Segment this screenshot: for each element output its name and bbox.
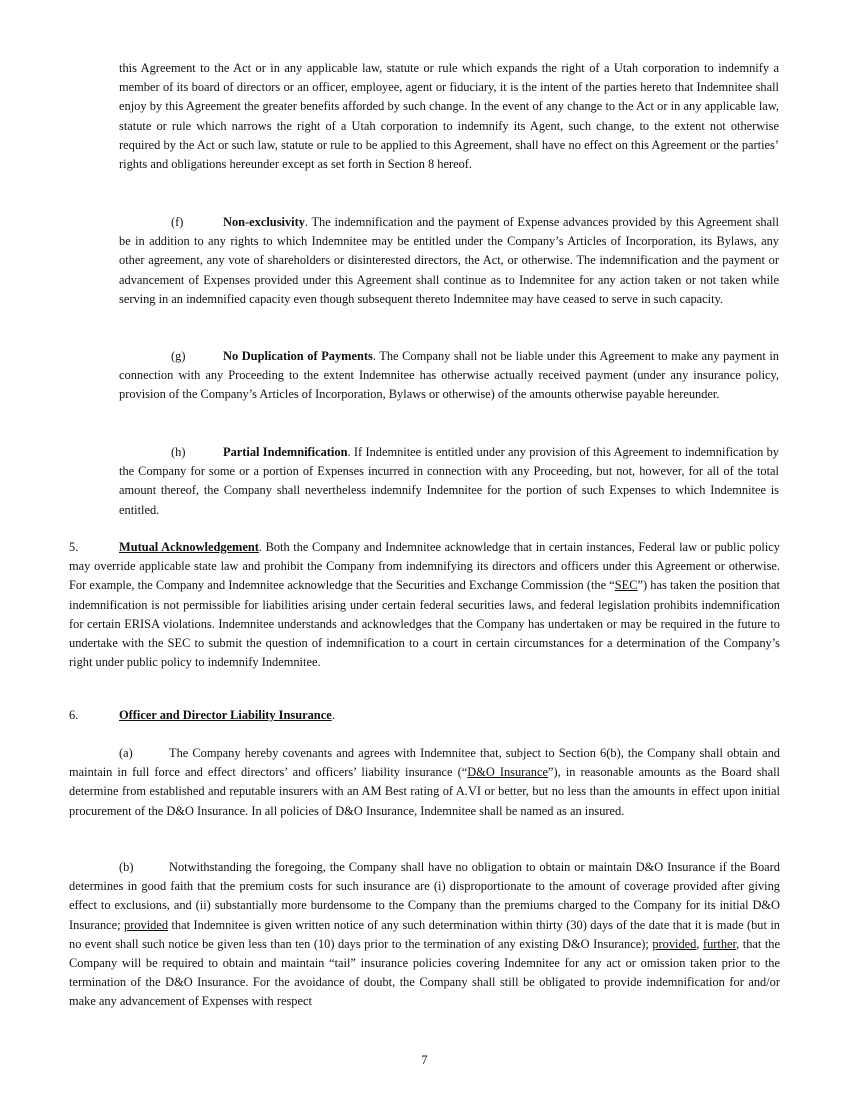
section-5-text-1: . Both the Company and Indemnitee acknowledge that in certain instances, Federal law or public policy may override applicable state law and prohibit the Company from indemnifying its directors and officers under this Agreement or otherwise. For example, the Company and Indemnitee acknowledge that the Securities and Exchange Commission (the “ (69, 540, 780, 593)
paragraph-h-heading: Partial Indemnification (223, 445, 348, 459)
section-6-heading: Officer and Director Liability Insurance (119, 708, 332, 722)
paragraph-6b-label: (b) (119, 860, 134, 874)
section-6-heading-period: . (331, 708, 335, 722)
paragraph-e-continued: this Agreement to the Act or in any applicable law, statute or rule which expands the right of a Utah corporation to indemnify a member of its board of directors or an officer, employee, agent or fiduciary, it is the intent of the parties hereto that Indemnitee shall enjoy by this Agreement the greater benefits afforded by such change. In the event of any change to the Act or in any applicable law, statute or rule which narrows the right of a Utah corporation to indemnify its Agent, such change, to the extent not otherwise required by the Act or such law, statute or rule to be applied to this Agreement, shall have no effect on this Agreement or the parties’ rights and obligations hereunder except as set forth in Section 8 hereof. (119, 61, 779, 172)
paragraph-6b-provided-1: provided (124, 917, 169, 932)
section-5-heading: Mutual Acknowledgement (119, 540, 259, 554)
paragraph-6b-further: further (702, 936, 737, 951)
paragraph-6b-text-1: Notwithstanding the foregoing, the Company shall have no obligation to obtain or maintain D&O Insurance if the Board determines in good faith that the premium costs for such insurance are (i) disproportionate to the amount of coverage provided after giving effect to exclusions, and (ii) substantially more burdensome to the Company than the premiums charged to the Company for its initial D&O Insurance; (69, 860, 780, 932)
paragraph-g (119, 347, 779, 405)
paragraph-f-label: (f) (171, 215, 184, 229)
paragraph-g-text: . The Company shall not be liable under this Agreement to make any payment in connection with any Proceeding to the extent Indemnitee has otherwise actually received payment (under any insurance policy, provision of the Company’s Articles of Incorporation, Bylaws or otherwise) of the amounts otherwise payable hereunder. (119, 349, 780, 402)
paragraph-6a-label: (a) (119, 746, 133, 760)
section-5 (69, 538, 780, 672)
paragraph-f-heading: Non-exclusivity (223, 215, 305, 229)
page-number: 7 (421, 1053, 428, 1067)
paragraph-6b-text-3: , that the Company will be required to obtain and maintain “tail” insurance policies covering Indemnitee for any act or omission taken prior to the termination of the D&O Insurance. For the avoidance of doubt, the Company shall still be obligated to provide indemnification for and/or make any advancement of Expenses with respect (69, 936, 780, 1009)
paragraph-f-text: . The indemnification and the payment of Expense advances provided by this Agreement shall be in addition to any rights to which Indemnitee may be entitled under the Company’s Articles of Incorporation, its Bylaws, any other agreement, any vote of shareholders or disinterested directors, the Act, or otherwise. The indemnification and the payment or advancement of Expenses provided under this Agreement shall continue as to Indemnitee for any action taken or not taken while serving in an indemnified capacity even though subsequent thereto Indemnitee may have ceased to serve in such capacity. (119, 215, 779, 306)
paragraph-g-label: (g) (171, 349, 186, 363)
paragraph-6a (69, 744, 780, 821)
section-5-number: 5. (69, 540, 79, 554)
paragraph-6b-text-2: that Indemnitee is given written notice of any such determination within thirty (30) days of the date that it is made (but in no event shall such notice be given less than ten (10) days prior to the termination of any existing D&O Insurance); (69, 917, 780, 951)
section-5-sec-term: SEC (614, 578, 638, 593)
paragraph-g-heading: No Duplication of Payments (223, 349, 373, 363)
section-5-text-2: ”) has taken the position that indemnification is not permissible for liabilities arising under certain federal securities laws, and federal legislation prohibits indemnification for certain ERISA violations. Indemnitee understands and acknowledges that the Company has undertaken or may be required in the future to undertake with the SEC to submit the question of indemnification to a court in certain circumstances for a determination of the Company’s right under public policy to indemnify Indemnitee. (69, 578, 780, 670)
paragraph-h (119, 443, 779, 520)
section-6-number: 6. (69, 708, 79, 722)
section-6-heading-line (69, 706, 780, 725)
paragraph-6a-term: D&O Insurance (467, 765, 549, 780)
paragraph-6b-provided-2: provided (652, 936, 697, 951)
paragraph-h-label: (h) (171, 445, 186, 459)
paragraph-6a-text-2: ”), in reasonable amounts as the Board shall determine from established and reputable insurers with an AM Best rating of A.VI or better, but no less than the amounts in effect upon initial procurement of the D&O Insurance. In all policies of D&O Insurance, Indemnitee shall be named as an insured. (69, 765, 780, 818)
paragraph-6b-comma: , (696, 936, 703, 951)
paragraph-6a-text-1: The Company hereby covenants and agrees with Indemnitee that, subject to Section 6(b), the Company shall obtain and maintain in full force and effect directors’ and officers’ liability insurance (“ (69, 746, 780, 780)
paragraph-h-text: . If Indemnitee is entitled under any provision of this Agreement to indemnification by the Company for some or a portion of Expenses incurred in connection with any Proceeding, but not, however, for all of the total amount thereof, the Company shall nevertheless indemnify Indemnitee for the portion of such Expenses to which Indemnitee is entitled. (119, 445, 779, 517)
paragraph-f (119, 213, 779, 309)
paragraph-6b (69, 858, 780, 1012)
